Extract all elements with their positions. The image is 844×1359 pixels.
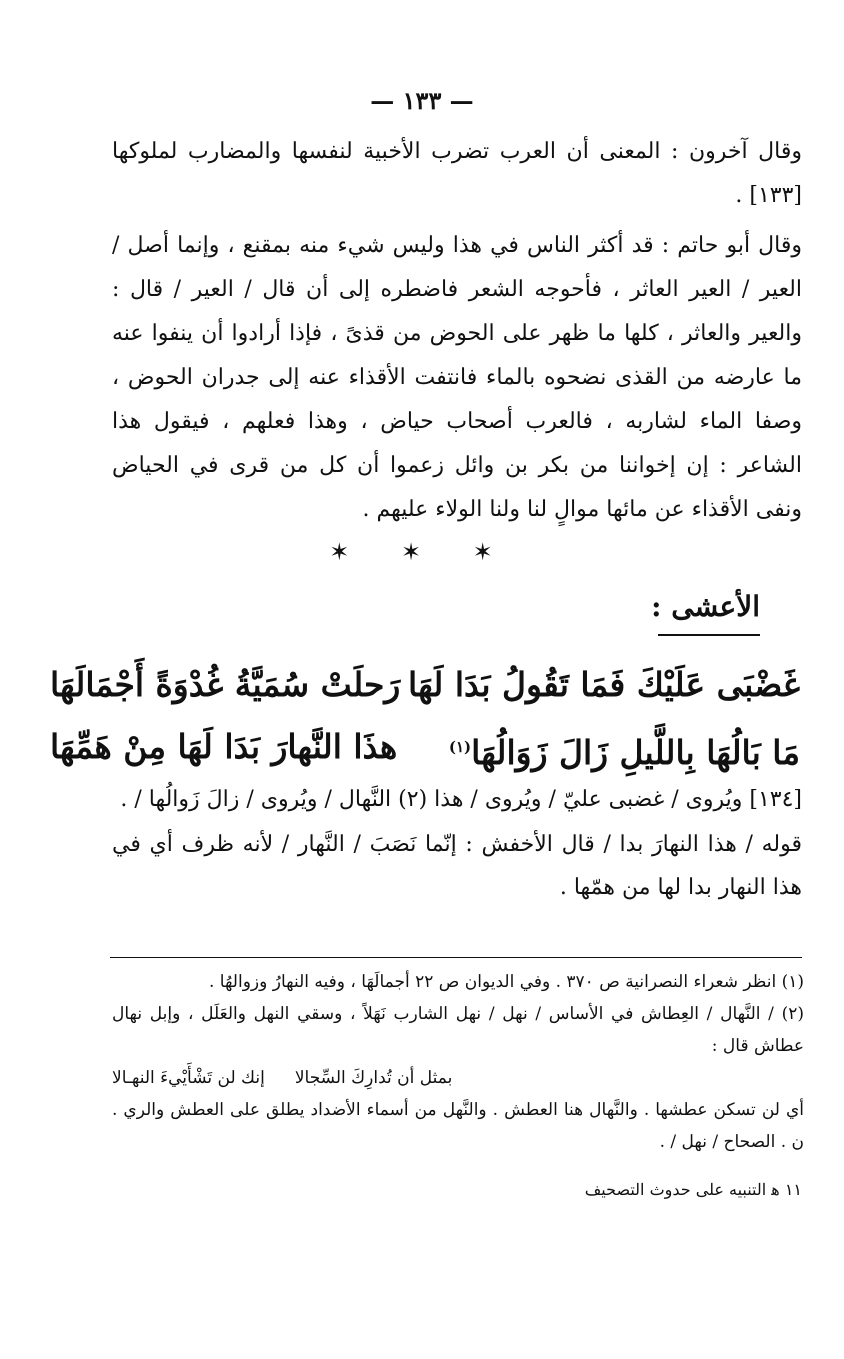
page-number: — ١٣٣ —: [370, 86, 474, 115]
verse-text: مَا بَالُهَا بِاللَّيلِ زَالَ زَوَالُهَا: [471, 733, 800, 772]
verse-line: [50, 722, 800, 778]
section-separator: ✶ ✶ ✶: [329, 538, 515, 566]
commentary-paragraph: قوله / هذا النهارَ بدا / قال الأخفش : إنّما نَصَبَ / النَّهار / لأنه ظرف أي في هذا النهار بدا لها من همّها .: [112, 832, 802, 900]
verse-second-hemistich: غَضْبَى عَلَيْكَ فَمَا تَقُولُ بَدَا لَهَا: [408, 665, 800, 704]
verse-line: [50, 660, 800, 710]
footnote-divider: [110, 957, 802, 958]
verse-first-hemistich: رَحلَتْ سُمَيَّةُ غُدْوَةً أَجْمَالَهَا: [50, 665, 401, 704]
verse-second-hemistich: [449, 722, 800, 778]
body-text: [112, 130, 802, 538]
footnote: (١) انظر شعراء النصرانية ص ٣٧٠ . وفي الديوان ص ٢٢ أجمالَهَا ، وفيه النهارُ وزوالهُا .: [208, 972, 804, 992]
footnote: (٢) / النَّهال / العِطاش في الأساس / نهل / نهل الشارب نَهَلاً ، وسقي النهل والعَلَل ، وإبل نهال عطاش قال :: [112, 1004, 804, 1056]
footnote-verse-second: بمثل أن تُدارِكَ السِّجالا: [294, 1068, 453, 1088]
footnotes: [112, 966, 804, 1158]
paragraph: وقال أبو حاتم : قد أكثر الناس في هذا وليس شيء منه بمقنع ، وإنما أصل / العير / العير العاثر ، فأحوجه الشعر فاضطره إلى أن قال / العير / قال : والعير والعاثر ، كلها ما ظهر على الحوض من قذىً ، فإذا أرادوا أن ينفوا عنه ما عارضه من القذى نضحوه بالماء فانتفت الأقذاء عنه إلى جدران الحوض ، وصفا الماء لشاربه ، فالعرب أصحاب حياض ، وهذا فعلهم ، فيقول هذا الشاعر : إن إخواننا من بكر بن وائل زعموا أن كل من قرى في الحياض ونفى الأقذاء عن مائها موالٍ لنا ولنا الولاء عليهم .: [112, 233, 802, 522]
paragraph: وقال آخرون : المعنى أن العرب تضرب الأخبية لنفسها والمضارب لملوكها [١٣٣] .: [112, 139, 802, 208]
verse-first-hemistich: هذَا النَّهارَ بَدَا لَهَا مِنْ هَمِّهَا: [50, 727, 398, 766]
title-underline: [658, 634, 760, 636]
section-title: الأعشى :: [651, 590, 760, 623]
commentary: [112, 778, 802, 911]
signature-line: ١١ ﻫ التنبيه على حدوث التصحيف: [584, 1180, 802, 1199]
footnote-verse: [112, 1062, 804, 1094]
footnote: أي لن تسكن عطشها . والنَّهال هنا العطش . والنَّهل من أسماء الأضداد يطلق على العطش والري . ن . الصحاح / نهل / .: [112, 1100, 804, 1152]
footnote-marker: (١): [448, 738, 472, 756]
footnote-verse-first: إنك لن تَشْأَيْيءَ النهـالا: [112, 1068, 265, 1088]
commentary-paragraph: [١٣٤] ويُروى / غضبى عليّ / ويُروى / هذا (٢) النَّهال / ويُروى / زالَ زَوالُها / .: [120, 787, 802, 812]
